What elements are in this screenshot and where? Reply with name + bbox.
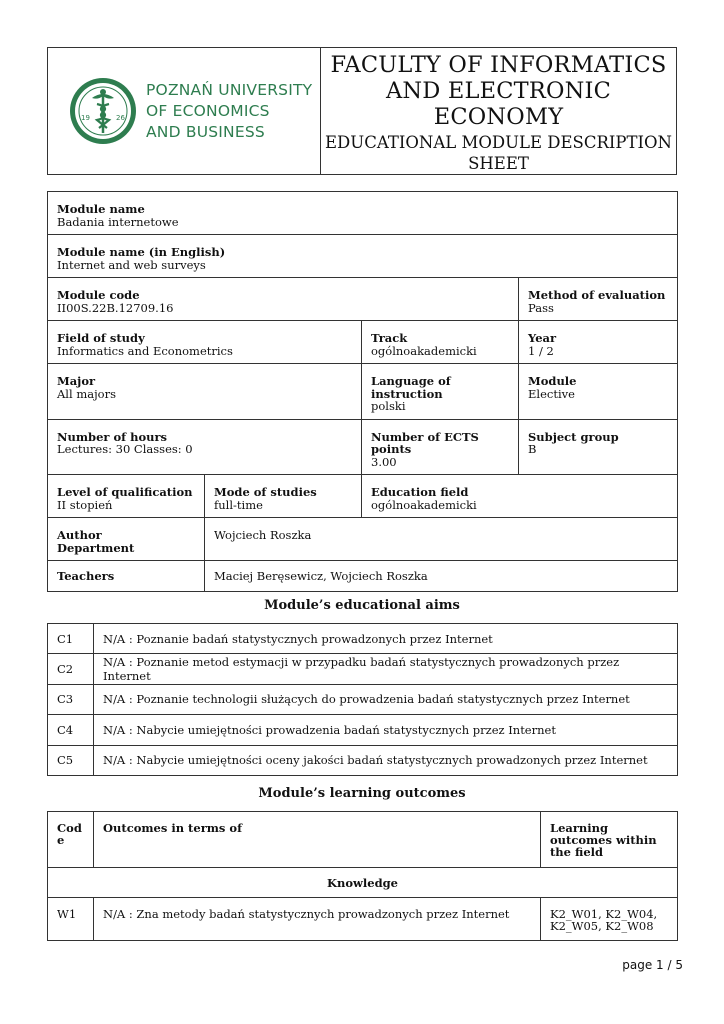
table-row bbox=[48, 278, 678, 321]
table-row bbox=[48, 321, 678, 364]
track-cell bbox=[362, 321, 519, 364]
module-type-cell bbox=[519, 364, 678, 420]
language-cell bbox=[362, 364, 519, 420]
aims-section-title: Module’s educational aims bbox=[264, 598, 460, 613]
field-of-study-value: Informatics and Econometrics bbox=[57, 343, 233, 358]
university-name-line: POZNAŃ UNIVERSITY bbox=[146, 80, 313, 99]
year-value: 1 / 2 bbox=[528, 343, 554, 358]
study-mode-cell bbox=[205, 475, 362, 518]
ects-cell bbox=[362, 419, 519, 475]
major-cell bbox=[48, 364, 362, 420]
module-code-value: II00S.22B.12709.16 bbox=[57, 300, 174, 315]
page-number: page 1 / 5 bbox=[622, 958, 683, 972]
table-row bbox=[48, 235, 678, 278]
language-value: polski bbox=[371, 399, 406, 413]
module-name-value: Badania internetowe bbox=[57, 214, 179, 229]
sheet-title: EDUCATIONAL MODULE DESCRIPTION SHEET bbox=[325, 133, 672, 173]
qualification-level-label: Level of qualification bbox=[57, 485, 193, 499]
university-name-line: OF ECONOMICS bbox=[146, 101, 270, 120]
faculty-name-line2: AND ELECTRONIC ECONOMY bbox=[385, 78, 612, 130]
outcome-text: N/A : Zna metody badań statystycznych prowadzonych przez Internet bbox=[94, 898, 541, 941]
education-field-label: Education field bbox=[371, 485, 469, 499]
header-title-block bbox=[321, 48, 676, 174]
teachers-label-cell bbox=[48, 561, 205, 592]
university-name bbox=[146, 80, 312, 143]
aim-code: C1 bbox=[48, 624, 94, 654]
aim-code: C5 bbox=[48, 745, 94, 775]
qualification-level-cell bbox=[48, 475, 205, 518]
column-header-outcomes: Outcomes in terms of bbox=[94, 812, 541, 868]
table-row bbox=[48, 624, 678, 654]
language-label: Language of instruction bbox=[371, 374, 451, 401]
author-label-cell bbox=[48, 518, 205, 561]
year-label: Year bbox=[528, 331, 557, 345]
table-row bbox=[48, 654, 678, 684]
module-name-en-value: Internet and web surveys bbox=[57, 257, 206, 272]
aim-code: C4 bbox=[48, 715, 94, 745]
qualification-level-value: II stopień bbox=[57, 497, 113, 512]
column-header-field-outcomes bbox=[541, 812, 678, 868]
evaluation-method-cell bbox=[519, 278, 678, 321]
evaluation-method-value: Pass bbox=[528, 300, 554, 315]
table-row bbox=[48, 715, 678, 745]
author-label: Author bbox=[57, 528, 102, 542]
outcome-code: W1 bbox=[48, 898, 94, 941]
emblem-year-left: 19 bbox=[81, 114, 90, 122]
aim-text: N/A : Poznanie metod estymacji w przypadku badań statystycznych prowadzonych przez Internet bbox=[94, 654, 678, 684]
hours-cell bbox=[48, 419, 362, 475]
outcome-field-line: K2_W01, K2_W04, bbox=[550, 907, 658, 921]
teachers-label: Teachers bbox=[57, 569, 115, 583]
table-header-row bbox=[48, 812, 678, 868]
table-row bbox=[48, 684, 678, 714]
module-name-cell bbox=[48, 192, 678, 235]
teachers-value: Maciej Beręsewicz, Wojciech Roszka bbox=[214, 569, 428, 583]
table-row bbox=[48, 561, 678, 592]
outcome-field-codes bbox=[541, 898, 678, 941]
ects-label: Number of ECTS points bbox=[371, 429, 479, 456]
module-type-label: Module bbox=[528, 374, 577, 388]
aim-text: N/A : Poznanie technologii służących do prowadzenia badań statystycznych przez Internet bbox=[94, 684, 678, 714]
emblem-year-right: 26 bbox=[116, 114, 125, 122]
subject-group-label: Subject group bbox=[528, 429, 619, 444]
document-header bbox=[47, 47, 677, 175]
table-row bbox=[48, 192, 678, 235]
table-row bbox=[48, 898, 678, 941]
study-mode-label: Mode of studies bbox=[214, 485, 317, 499]
subject-group-cell bbox=[519, 419, 678, 475]
major-label: Major bbox=[57, 374, 96, 388]
learning-outcomes-table bbox=[47, 811, 678, 941]
year-cell bbox=[519, 321, 678, 364]
column-header-code-line: Cod bbox=[57, 821, 82, 835]
table-row bbox=[48, 518, 678, 561]
ects-value: 3.00 bbox=[371, 454, 397, 469]
teachers-value-cell bbox=[205, 561, 678, 592]
column-header-code bbox=[48, 812, 94, 868]
field-of-study-cell bbox=[48, 321, 362, 364]
education-field-cell bbox=[362, 475, 678, 518]
table-row bbox=[48, 364, 678, 420]
module-name-en-label: Module name (in English) bbox=[57, 245, 226, 259]
track-value: ogólnoakademicki bbox=[371, 343, 477, 358]
module-type-value: Elective bbox=[528, 386, 575, 401]
evaluation-method-label: Method of evaluation bbox=[528, 288, 666, 302]
module-info-table bbox=[47, 191, 678, 592]
column-header-field-line: outcomes within bbox=[550, 833, 657, 847]
column-header-field-line: the field bbox=[550, 845, 604, 859]
module-code-label: Module code bbox=[57, 288, 140, 302]
module-code-cell bbox=[48, 278, 519, 321]
outcome-field-line: K2_W05, K2_W08 bbox=[550, 919, 654, 933]
group-knowledge-label: Knowledge bbox=[48, 868, 678, 898]
education-field-value: ogólnoakademicki bbox=[371, 497, 477, 512]
author-value-cell bbox=[205, 518, 678, 561]
module-name-en-cell bbox=[48, 235, 678, 278]
educational-aims-table bbox=[47, 623, 678, 776]
study-mode-value: full-time bbox=[214, 497, 263, 512]
module-name-label: Module name bbox=[57, 202, 145, 216]
faculty-name-line1: FACULTY OF INFORMATICS bbox=[330, 52, 667, 78]
hours-value: Lectures: 30 Classes: 0 bbox=[57, 442, 193, 456]
table-row bbox=[48, 745, 678, 775]
major-value: All majors bbox=[57, 386, 116, 401]
table-row bbox=[48, 419, 678, 475]
column-header-field-line: Learning bbox=[550, 821, 609, 835]
track-label: Track bbox=[371, 331, 408, 345]
aim-code: C2 bbox=[48, 654, 94, 684]
table-row bbox=[48, 475, 678, 518]
aim-text: N/A : Nabycie umiejętności oceny jakości badań statystycznych prowadzonych przez Internet bbox=[94, 745, 678, 775]
column-header-code-line: e bbox=[57, 833, 65, 847]
aim-text: N/A : Nabycie umiejętności prowadzenia badań statystycznych przez Internet bbox=[94, 715, 678, 745]
field-of-study-label: Field of study bbox=[57, 331, 145, 345]
author-value: Wojciech Roszka bbox=[214, 528, 312, 542]
university-name-line: AND BUSINESS bbox=[146, 122, 265, 141]
department-label: Department bbox=[57, 540, 135, 555]
outcomes-section-title: Module’s learning outcomes bbox=[258, 786, 466, 801]
university-logo bbox=[48, 48, 321, 174]
university-emblem-icon bbox=[68, 76, 138, 146]
aim-text: N/A : Poznanie badań statystycznych prowadzonych przez Internet bbox=[94, 624, 678, 654]
group-row bbox=[48, 868, 678, 898]
aim-code: C3 bbox=[48, 684, 94, 714]
subject-group-value: B bbox=[528, 442, 537, 456]
hours-label: Number of hours bbox=[57, 429, 168, 444]
